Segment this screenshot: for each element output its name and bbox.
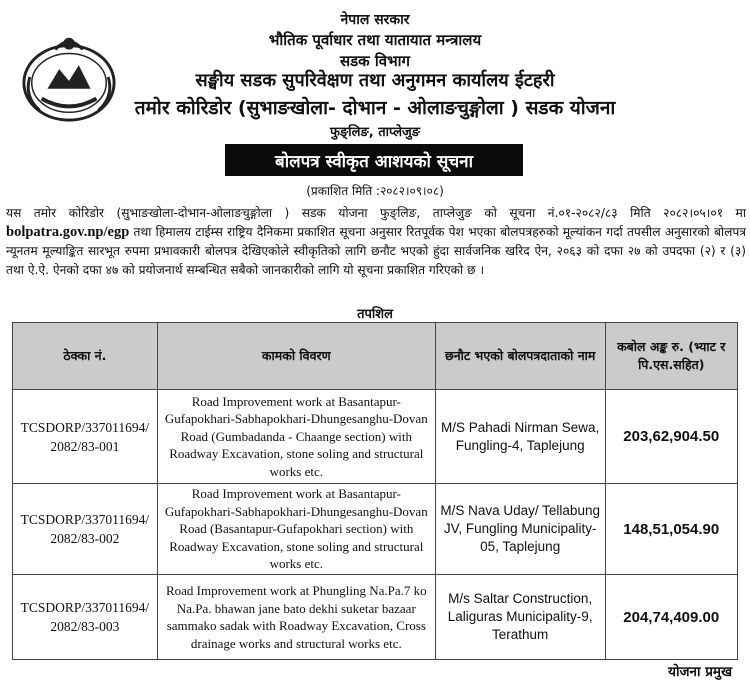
contract-id: TCSDORP/337011694/ 2082/83-001 [13, 390, 158, 484]
table-row [13, 390, 738, 484]
bid-amount: 148,51,054.90 [605, 484, 738, 575]
notice-title: बोलपत्र स्वीकृत आशयको सूचना [225, 144, 523, 176]
published-date: (प्रकाशित मिति :२०८२।०९।०८) [306, 184, 444, 198]
notice-body-part1: यस तमोर कोरिडोर (सुभाङखोला-दोभान-ओलाङचुङ्गोला ) सडक योजना फुङ्लिङ, ताप्लेजुङ को सूचना नं.०१-२०८२/८३ मिति २०८२।०५।०१ मा [6, 206, 746, 220]
header-selected-bidder: छनौट भएको बोलपत्रदाताको नाम [435, 323, 605, 390]
table-row [13, 575, 738, 660]
bid-amount: 204,74,409.00 [605, 575, 738, 660]
contract-id: TCSDORP/337011694/ 2082/83-003 [13, 575, 158, 660]
egp-portal-link[interactable]: bolpatra.gov.np/egp [6, 224, 130, 240]
header-bid-amount: कबोल अङ्क रु. (भ्याट र पि.एस.सहित) [605, 323, 738, 390]
header-location: फुङ्लिङ, ताप्लेजुङ [330, 125, 420, 140]
table-header-row [13, 323, 738, 390]
contractor-name: M/S Nava Uday/ Tellabung JV, Fungling Municipality-05, Taplejung [435, 484, 605, 575]
contractor-name: M/S Pahadi Nirman Sewa, Fungling-4, Taplejung [435, 390, 605, 484]
signatory-title: योजना प्रमुख [668, 664, 732, 680]
table-row [13, 484, 738, 575]
contract-id: TCSDORP/337011694/ 2082/83-002 [13, 484, 158, 575]
header-project: तमोर कोरिडोर (सुभाङखोला- दोभान - ओलाङचुङ्गोला ) सडक योजना [134, 97, 616, 119]
notice-body [6, 204, 746, 280]
work-description: Road Improvement work at Basantapur-Gufapokhari-Sabhapokhari-Dhungesanghu-Dovan Road (Gumbadanda - Chaange section) with Roadway Excavation, stone soling and structural works etc. [157, 390, 435, 484]
notice-body-part2: तथा हिमालय टाईम्स राष्ट्रिय दैनिकमा प्रकाशित सूचना अनुसार रितपूर्वक पेश भएका बोलपत्रहरुको मूल्यांकन गर्दा तपसील अनुसारको बोलपत्र न्यूनतम मूल्याङ्कित सारभूत रुपमा प्रभावकारी बोलपत्र देखिएकोले स्वीकृतिको लागि छनौट भएको हुंदा सार्वजनिक खरिद ऐन, २०६३ को दफा २७ को उपदफा (२) र (३) तथा ऐ.ऐ. ऐनको दफा ४७ को प्रयोजनार्थ सम्बन्धित सबैको जानकारीको लागि यो सूचना प्रकाशित गरिएको छ । [6, 225, 746, 277]
header-department: सडक विभाग [339, 52, 410, 70]
header-ministry: भौतिक पूर्वाधार तथा यातायात मन्त्रालय [268, 31, 482, 49]
bid-table [12, 322, 738, 660]
work-description: Road Improvement work at Basantapur-Gufapokhari-Sabhapokhari-Dhungesanghu-Dovan Road (Basantapur-Gufapokhari section) with Roadway Excavation, stone soling and structural works etc. [157, 484, 435, 575]
header-work-description: कामको विवरण [157, 323, 435, 390]
header-contract-no: ठेक्का नं. [13, 323, 158, 390]
work-description: Road Improvement work at Phungling Na.Pa.7 ko Na.Pa. bhawan jane bato dekhi suketar bazaar sammako sadak with Roadway Excavation, Cross drainage works and structural works etc. [157, 575, 435, 660]
header-government: नेपाल सरकार [340, 12, 410, 28]
header-office: सङ्घीय सडक सुपरिवेक्षण तथा अनुगमन कार्यालय ईटहरी [195, 70, 555, 91]
contractor-name: M/s Saltar Construction, Laliguras Municipality-9, Terathum [435, 575, 605, 660]
bid-amount: 203,62,904.50 [605, 390, 738, 484]
schedule-title: तपशिल [357, 307, 393, 322]
